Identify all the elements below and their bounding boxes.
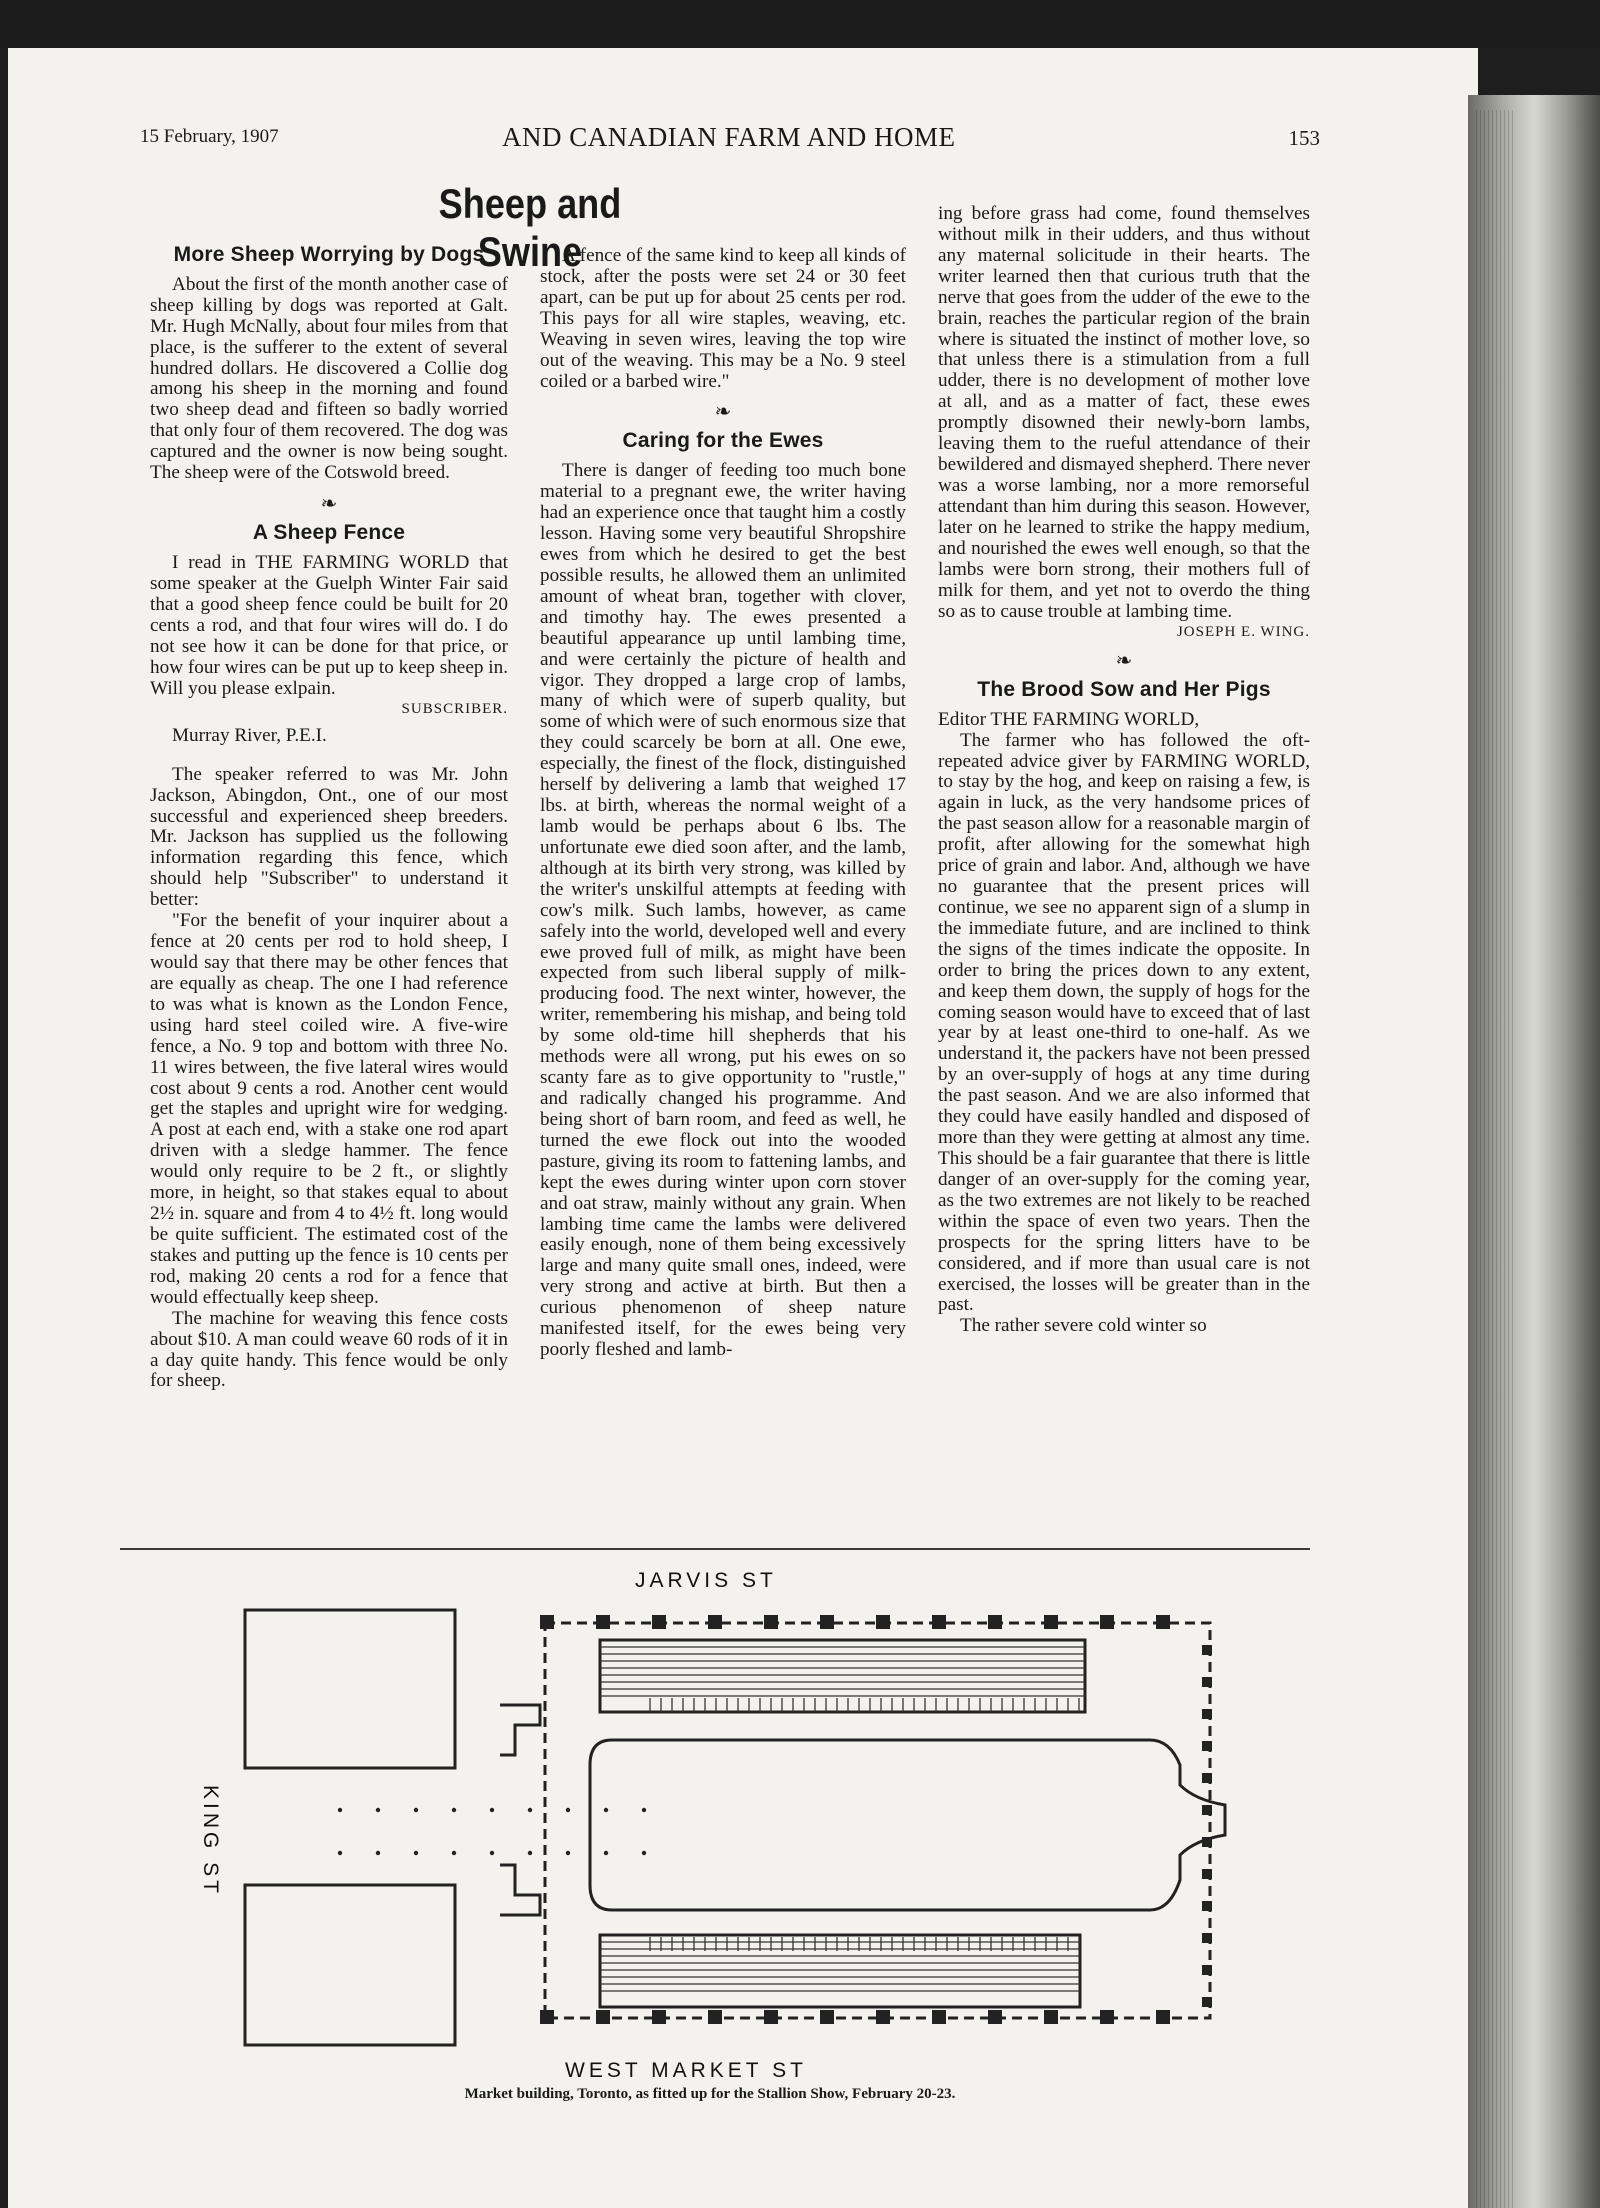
column-1 (150, 238, 508, 1392)
pillar-top (764, 1615, 778, 1629)
ewes-signature: JOSEPH E. WING. (1176, 624, 1310, 641)
stub-bottom (500, 1865, 540, 1915)
passage-dot (338, 1808, 342, 1812)
pillar-top (652, 1615, 666, 1629)
passage-dot (604, 1808, 608, 1812)
pillar-right (1202, 1869, 1212, 1879)
pillar-top (988, 1615, 1002, 1629)
pillar-right (1202, 1837, 1212, 1847)
pillar-top (540, 1615, 554, 1629)
pillar-bottom (764, 2010, 778, 2024)
page-edges (1476, 110, 1516, 2208)
pillar-top (932, 1615, 946, 1629)
passage-dot (490, 1808, 494, 1812)
pillar-top (1156, 1615, 1170, 1629)
pillar-bottom (596, 2010, 610, 2024)
pillar-right (1202, 1901, 1212, 1911)
fence-letter-signature: SUBSCRIBER. (401, 701, 508, 718)
passage-dot (604, 1851, 608, 1855)
pillar-right (1202, 1741, 1212, 1751)
passage-dot (566, 1851, 570, 1855)
pillar-right (1202, 1709, 1212, 1719)
passage-dot (376, 1851, 380, 1855)
fence-paragraph-3: The machine for weaving this fence costs about $10. A man could weave 60 rods of it in a day quite handy. This fence would be only for sheep. (150, 1307, 508, 1392)
sow-paragraph-1: The farmer who has followed the oft-repeated advice giver by FARMING WORLD, to stay by the hog, and keep on raising a few, is again in luck, as the very handsome prices of the past season allow for a reasonable margin of profit, after allowing for the somewhat high price of grain and labor. And, although we have no guarantee that the present prices will continue, we see no apparent sign of a slump in the immediate future, and are inclined to think the signs of the times indicate the opposite. In order to bring the prices down to any extent, and keep them down, the supply of hogs for the coming season would have to exceed that of last year by at least one-third to one-half. As we understand it, the packers have not been pressed by an over-supply of hogs at any time during the past season. And we are also informed that they could have easily handled and disposed of more than they were getting at almost any time. This should be a fair guarantee that there is little danger of an over-supply for the coming year, as the two extremes are not likely to be reached within the space of even two years. Then the prospects for the spring litters have to be considered, and if more than usual care is not exercised, the losses will be greater than in the past. (938, 729, 1310, 1316)
passage-dot (452, 1851, 456, 1855)
pillar-bottom (1100, 2010, 1114, 2024)
page-number: 153 (1288, 126, 1320, 150)
sow-paragraph-2: The rather severe cold winter so (960, 1315, 1207, 1337)
pillar-top (596, 1615, 610, 1629)
fence-paragraph-2: "For the benefit of your inquirer about a fence at 20 cents per rod to hold sheep, I would say that there may be other fences that are equally as cheap. The one I had reference to was what is known as the London Fence, using hard steel coiled wire. A five-wire fence, a No. 9 top and bottom with three No. 11 wires between, the five lateral wires would cost about 9 cents a rod. Another cent would get the staples and upright wire for wedging. A post at each end, with a stake one rod apart driven with a sledge hammer. The fence would only require to be 2 ft., or slightly more, in height, so that stakes equal to about 2½ in. square and from 4 to 4½ ft. long would be quite sufficient. The estimated cost of the stakes and putting up the fence is 10 cents per rod, making 20 cents a rod for a fence that would effectually keep sheep. (150, 910, 508, 1308)
pillar-right (1202, 1805, 1212, 1815)
floor-plan-drawing (130, 1565, 1290, 2085)
article-heading-ewes: Caring for the Ewes (622, 429, 824, 453)
ornament-icon: ❧ (714, 401, 732, 424)
pillar-bottom (932, 2010, 946, 2024)
scan-top-edge (0, 0, 1600, 48)
passage-dot (642, 1808, 646, 1812)
pillar-right (1202, 1965, 1212, 1975)
pillar-bottom (652, 2010, 666, 2024)
ewes-body-part-1: There is danger of feeding too much bone material to a pregnant ewe, the writer having had an experience once that taught him a costly lesson. Having some very beautiful Shropshire ewes from which he desired to get the best possible results, he allowed them an unlimited amount of wheat bran, together with clover, and timothy hay. The ewes presented a beautiful appearance up until lambing time, and were certainly the picture of health and vigor. They dropped a large crop of lambs, many of which were of superb quality, but some of which were of such enormous size that they could scarcely be born at all. One ewe, especially, the finest of the flock, distinguished herself by delivering a lamb that weighed 17 lbs. at birth, whereas the normal weight of a lamb would be perhaps about 6 lbs. The unfortunate ewe died soon after, and the lamb, although at its birth very strong, was killed by the writer's unskilful attempts at feeding with cow's milk. Such lambs, however, as came safely into the world, developed well and every ewe proved full of milk, as might have been expected from such liberal supply of milk-producing food. The next winter, however, the writer, remembering his mishap, and being told by some old-time hill shepherds that his methods were all wrong, put his ewes on so scanty fare as to give opportunity to "rustle," and radically changed his programme. And being short of barn room, and feed as well, he turned the ewe flock out into the wooded pasture, giving its room to fattening lambs, and kept the ewes during winter upon corn stover and oat straw, mainly without any grain. When lambing time came the lambs were delivered easily enough, none of them being excessively large and many quite small ones, indeed, were very strong and active at birth. But then a curious phenomenon of sheep nature manifested itself, for the ewes being very poorly fleshed and lamb- (540, 460, 906, 1361)
pillar-top (1044, 1615, 1058, 1629)
pillar-bottom (988, 2010, 1002, 2024)
stall-lines (600, 1647, 1085, 1991)
passage-dot (338, 1851, 342, 1855)
pillar-bottom (820, 2010, 834, 2024)
publication-title: AND CANADIAN FARM AND HOME (502, 122, 956, 152)
stalls-top (600, 1640, 1085, 1712)
ornament-icon: ❧ (1115, 649, 1133, 672)
figure-caption: Market building, Toronto, as fitted up for the Stallion Show, February 20-23. (464, 2086, 956, 2102)
pillar-right (1202, 1677, 1212, 1687)
passage-dot (642, 1851, 646, 1855)
show-ring (590, 1740, 1225, 1910)
pillar-right (1202, 1645, 1212, 1655)
street-label-bottom: WEST MARKET ST (565, 2059, 807, 2082)
running-header (140, 122, 1320, 162)
pillar-top (876, 1615, 890, 1629)
passage-dot (528, 1808, 532, 1812)
article-heading-sow: The Brood Sow and Her Pigs (977, 677, 1271, 701)
pillar-bottom (876, 2010, 890, 2024)
section-title: Sheep and Swine (438, 180, 622, 275)
ornament-icon: ❧ (320, 493, 338, 516)
pillar-right (1202, 1773, 1212, 1783)
pillar-top (1100, 1615, 1114, 1629)
pillar-bottom (1044, 2010, 1058, 2024)
column-3 (938, 204, 1310, 1337)
street-label-top: JARVIS ST (635, 1569, 777, 1592)
article-heading-fence: A Sheep Fence (252, 521, 406, 545)
ewes-body-part-2: ing before grass had come, found themselves without milk in their udders, and thus without any maternal solicitude in their hearts. The writer learned then that curious truth that the nerve that goes from the udder of the ewe to the brain, reaches the particular region of the brain where is situated the instinct of mother love, so that unless there is a stimulation from a full udder, there is no development of mother love at all, and as a matter of fact, these ewes promptly disowned their newly-born lambs, leaving them to the rueful attendance of their bewildered and dismayed shepherd. There never was a worse lambing, nor a more remorseful attendant than him during this season. However, later on he learned to strike the happy medium, and nourished the ewes well enough, so that the lambs were born strong, their mothers full of milk for them, and yet not to overdo the thing so as to cause trouble at lambing time. (938, 203, 1310, 622)
issue-date: 15 February, 1907 (140, 126, 279, 147)
fence-letter-dateline: Murray River, P.E.I. (172, 724, 327, 746)
fence-paragraph-1: The speaker referred to was Mr. John Jackson, Abingdon, Ont., one of our most successful and experienced sheep breeders. Mr. Jackson has supplied us the following information regarding this fence, which should help "Subscriber" to understand it better: (150, 763, 508, 911)
left-room-top (245, 1610, 455, 1768)
article-heading-dogs: More Sheep Worrying by Dogs (173, 243, 485, 266)
fence-letter: I read in THE FARMING WORLD that some speaker at the Guelph Winter Fair said that a good sheep fence could be built for 20 cents a rod, and that four wires will do. I do not see how it can be done for that price, or how four wires can be put up to keep sheep in. Will you please exlpain. (150, 551, 508, 699)
passage-dot (528, 1851, 532, 1855)
passage-dot (376, 1808, 380, 1812)
divider-rule (120, 1548, 1310, 1550)
pillar-bottom (540, 2010, 554, 2024)
pillar-top (820, 1615, 834, 1629)
passage-dot (414, 1851, 418, 1855)
passage-dot (452, 1808, 456, 1812)
street-label-left: KING ST (199, 1785, 222, 1898)
left-room-bottom (245, 1885, 455, 2045)
stub-top (500, 1705, 540, 1755)
pillar-bottom (1156, 2010, 1170, 2024)
sow-editor-line: Editor THE FARMING WORLD, (938, 708, 1200, 730)
pillar-right (1202, 1997, 1212, 2007)
column-2 (540, 246, 906, 1361)
market-building-plan (130, 1565, 1290, 2105)
article-body-dogs: About the first of the month another case of sheep killing by dogs was reported at Galt. Mr. Hugh McNally, about four miles from that place, is the sufferer to the extent of several hundred dollars. He discovered a Collie dog among his sheep in the morning and found two sheep dead and fifteen so badly worried that only four of them recovered. The dog was captured and the owner is now being sought. The sheep were of the Cotswold breed. (150, 273, 508, 484)
pillar-right (1202, 1933, 1212, 1943)
pillar-bottom (708, 2010, 722, 2024)
dotted-passage (338, 1808, 646, 1855)
passage-dot (414, 1808, 418, 1812)
passage-dot (490, 1851, 494, 1855)
passage-dot (566, 1808, 570, 1812)
pillar-top (708, 1615, 722, 1629)
fence-paragraph-4: A fence of the same kind to keep all kinds of stock, after the posts were set 24 or 30 feet apart, can be put up for about 25 cents per rod. This pays for all wire staples, weaving, etc. Weaving in seven wires, leaving the top wire out of the weaving. This may be a No. 9 steel coiled or a barbed wire." (540, 245, 906, 392)
